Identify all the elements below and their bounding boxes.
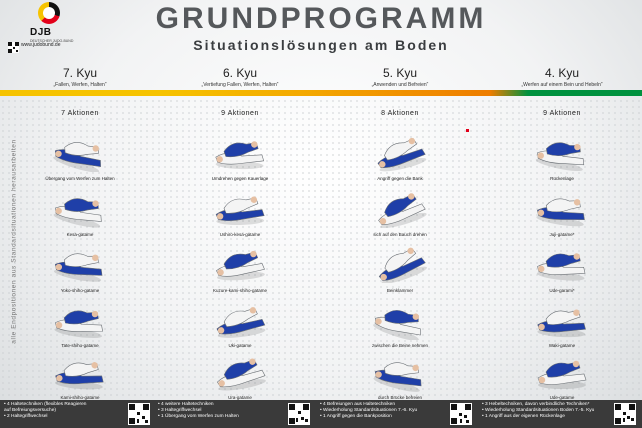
kyu-name: 4. Kyu bbox=[544, 66, 580, 80]
technique-caption: Kuzure-kami-shiho-gatame bbox=[212, 288, 268, 293]
technique-caption: Umdrehen gegen Kauerlage bbox=[211, 176, 269, 181]
footer-col-5 bbox=[320, 402, 444, 428]
technique-figure-icon bbox=[370, 132, 430, 172]
technique-caption: Ude-garami* bbox=[549, 288, 575, 293]
footer-line: • Wiederholung Standardsituationen Boden 7.-5. Kyu bbox=[482, 408, 595, 414]
qr-code-icon[interactable] bbox=[614, 403, 636, 425]
technique-caption: sich auf den Bauch drehen bbox=[373, 232, 427, 237]
technique-figure-icon bbox=[370, 243, 430, 283]
technique-figure-icon bbox=[210, 188, 270, 228]
kyu-band-6 bbox=[160, 90, 330, 96]
technique-figure-icon bbox=[50, 352, 110, 392]
action-count: 8 Aktionen bbox=[381, 110, 419, 117]
technique-caption: Übergang vom Werfen zum Halten bbox=[45, 176, 115, 181]
technique-figure-icon bbox=[370, 300, 430, 340]
logo-text: DJB bbox=[30, 27, 52, 38]
kyu-description: „Werfen auf einem Bein und Hebeln“ bbox=[521, 82, 603, 88]
technique-caption: Angriff gegen die Bank bbox=[377, 176, 423, 181]
footer-line: • Wiederholung Standardsituationen 7.-6. Kyu bbox=[320, 408, 418, 414]
kyu-band-5 bbox=[320, 90, 490, 96]
kyu-name: 7. Kyu bbox=[62, 66, 98, 80]
footer-col-7 bbox=[4, 402, 128, 428]
footer-line: • 3 Hebeltechniken, davon verbindliche Techniken* bbox=[482, 402, 590, 407]
technique-caption: Yoko-shiho-gatame bbox=[60, 288, 100, 293]
kyu-description: „Fallen, Werfen, Halten“ bbox=[53, 82, 107, 88]
technique-figure-icon bbox=[532, 300, 592, 340]
technique-figure-icon bbox=[50, 300, 110, 340]
technique-figure-icon bbox=[210, 243, 270, 283]
action-count: 9 Aktionen bbox=[543, 110, 581, 117]
technique-caption: zwischen die Beine nehmen bbox=[371, 343, 429, 348]
technique-caption: Kesa-gatame bbox=[66, 232, 94, 237]
kyu-band-7 bbox=[0, 90, 170, 96]
footer-line: • 1 Angriff gegen die Bankposition bbox=[320, 414, 392, 420]
technique-figure-icon bbox=[50, 243, 110, 283]
technique-figure-icon bbox=[532, 243, 592, 283]
technique-figure-icon bbox=[532, 132, 592, 172]
kyu-description: „Vertiefung Fallen, Werfen, Halten“ bbox=[201, 82, 279, 88]
technique-caption: Ushiro-kesa-gatame bbox=[219, 232, 261, 237]
technique-figure-icon bbox=[532, 188, 592, 228]
technique-figure-icon bbox=[50, 188, 110, 228]
kyu-heading-6 bbox=[160, 66, 320, 88]
footer-col-6 bbox=[158, 402, 282, 428]
footer-col-4 bbox=[482, 402, 606, 428]
accent-marker bbox=[466, 129, 469, 132]
technique-caption: Beinklammer bbox=[386, 288, 414, 293]
logo-subtext: DEUTSCHER JUDO-BUND bbox=[30, 39, 74, 43]
qr-code-icon[interactable] bbox=[288, 403, 310, 425]
technique-caption: Ura-gatame bbox=[228, 395, 252, 400]
footer-line: auf Befreiungsversuche) bbox=[4, 408, 56, 414]
kyu-heading-7 bbox=[0, 66, 160, 88]
footer-line: • 2 Haltegriffwechsel bbox=[4, 414, 48, 420]
footer-line: • 1 Übergang vom Werfen zum Halten bbox=[158, 414, 239, 420]
footer-line: • 4 Befreiungen aus Haltetechniken bbox=[320, 402, 396, 407]
technique-caption: Rückenlage bbox=[550, 176, 574, 181]
page-title: GRUNDPROGRAMM bbox=[155, 2, 487, 35]
kyu-name: 6. Kyu bbox=[222, 66, 258, 80]
technique-figure-icon bbox=[50, 132, 110, 172]
technique-figure-icon bbox=[370, 352, 430, 392]
technique-caption: Ude-gatame bbox=[549, 395, 575, 400]
technique-caption: Tate-shiho-gatame bbox=[61, 343, 99, 348]
technique-figure-icon bbox=[210, 352, 270, 392]
kyu-heading-5 bbox=[320, 66, 480, 88]
technique-caption: Uki-gatame bbox=[228, 343, 252, 348]
technique-caption: Waki-gatame bbox=[548, 343, 576, 348]
page-subtitle: Situationslösungen am Boden bbox=[193, 37, 449, 53]
qr-code-icon[interactable] bbox=[450, 403, 472, 425]
footer-line: • 3 Haltegriffwechsel bbox=[158, 408, 202, 414]
kyu-description: „Anwenden und Befreien“ bbox=[371, 82, 429, 88]
qr-code-icon[interactable] bbox=[128, 403, 150, 425]
technique-figure-icon bbox=[210, 300, 270, 340]
kyu-band-4 bbox=[490, 90, 642, 96]
technique-figure-icon bbox=[210, 132, 270, 172]
footer-line: • 4 Haltetechniken (flexibles Reagieren bbox=[4, 402, 87, 407]
side-note: alle Endpositionen aus Standardsituationen herausarbeiten bbox=[10, 139, 18, 344]
action-count: 7 Aktionen bbox=[61, 110, 99, 117]
footer-line: • 1 Angriff aus der eigenen Rückenlage bbox=[482, 414, 565, 420]
technique-caption: Juji-gatame* bbox=[549, 232, 575, 237]
website-url[interactable]: www.judobund.de bbox=[21, 42, 61, 48]
action-count: 9 Aktionen bbox=[221, 110, 259, 117]
technique-figure-icon bbox=[370, 188, 430, 228]
kyu-heading-4 bbox=[482, 66, 642, 88]
technique-caption: durch Brücke befreien bbox=[377, 395, 423, 400]
footer-line: • 4 weitere Haltetechniken bbox=[158, 402, 214, 407]
kyu-name: 5. Kyu bbox=[382, 66, 418, 80]
technique-figure-icon bbox=[532, 352, 592, 392]
technique-caption: Kami-shiho-gatame bbox=[60, 395, 100, 400]
